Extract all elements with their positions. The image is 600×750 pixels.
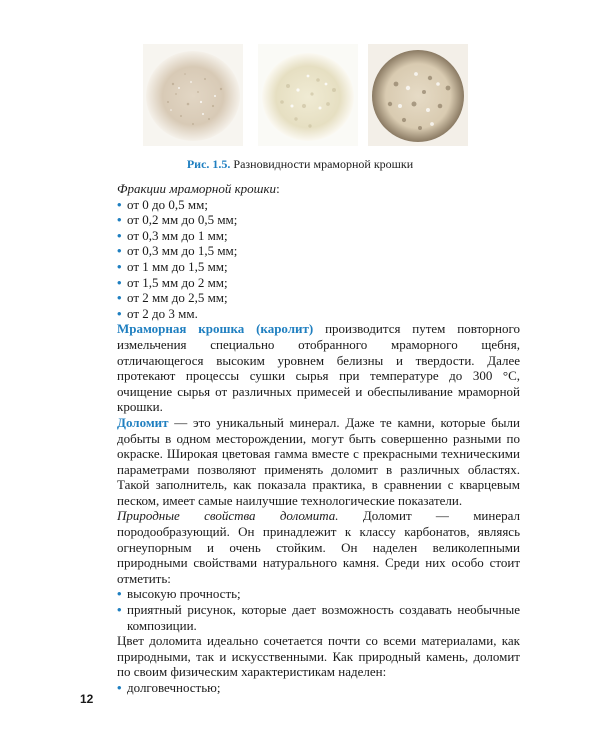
characteristics-list <box>117 680 520 696</box>
dolomite-paragraph: Доломит — это уникальный минерал. Даже те камни, которые были добыты в одном месторождении, могут быть совершенно разными по окраске. Широкая цветовая гамма вместе с прекрасными техническими параметрами позволяют применять доломит в различных областях. Такой заполнитель, как показала практика, в сравнении с кварцевым песком, имеет самые наилучшие технологические показатели. <box>117 414 520 508</box>
page-number: 12 <box>80 692 94 706</box>
fractions-heading: Фракции мраморной крошки: <box>117 181 280 196</box>
figure-label: Рис. 1.5. <box>186 157 231 171</box>
color-paragraph: Цвет доломита идеально сочетается почти со всеми материалами, как природными, так и искусственными. Как природный камень, доломит по своим физическим характеристикам наделен: <box>117 633 520 680</box>
figure-title: Разновидности мраморной крошки <box>233 157 414 171</box>
list-item: • от 2 до 3 мм. <box>117 305 198 321</box>
page-body <box>117 181 520 696</box>
list-item: • от 0,3 мм до 1,5 мм; <box>117 243 238 259</box>
list-item: • долговечностью; <box>117 680 221 695</box>
list-item: • от 0,3 мм до 1 мм; <box>117 227 228 243</box>
marble-paragraph: Мраморная крошка (каролит) производится путем повторного измельчения специально отобранного мраморного щебня, отличающегося высоким уровнем белизны и твердости. Далее протекают процессы сушки сырья при температуре до 300 °С, очищение сырья от различных примесей и обеспыливание мраморной крошки. <box>117 321 520 415</box>
list-item: • от 1,5 мм до 2 мм; <box>117 274 228 290</box>
list-item: • от 2 мм до 2,5 мм; <box>117 290 228 306</box>
list-item: • приятный рисунок, которые дает возможность создавать необычные композиции. <box>117 602 520 633</box>
list-item: • от 0 до 0,5 мм; <box>117 196 208 212</box>
list-item: • от 1 мм до 1,5 мм; <box>117 258 228 274</box>
natural-properties-paragraph: Природные свойства доломита. Доломит — минерал породообразующий. Он принадлежит к классу карбонатов, являясь огнеупорным и очень стойким. Он наделен великолепными природными свойствами натурального камня. Среди них особо стоит отметить: <box>117 508 520 586</box>
fractions-list <box>117 197 520 322</box>
marble-chips-photo-coarse <box>368 44 468 146</box>
marble-chips-photo-medium <box>258 44 358 146</box>
marble-chips-photo-fine <box>143 44 243 146</box>
list-item: • от 0,2 мм до 0,5 мм; <box>117 212 238 228</box>
list-item: • высокую прочность; <box>117 586 241 602</box>
properties-list <box>117 586 520 633</box>
figure-caption <box>0 156 600 172</box>
